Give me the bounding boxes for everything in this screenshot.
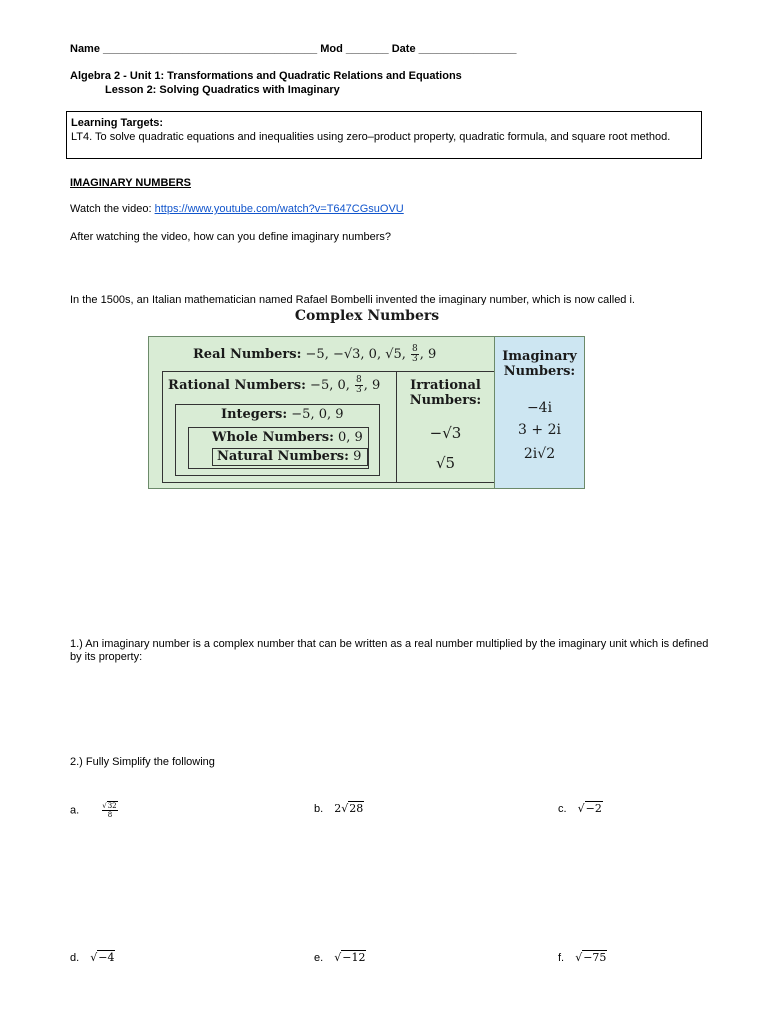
course-title: Algebra 2 - Unit 1: Transformations and Quadratic Relations and Equations	[70, 70, 462, 82]
problem-c	[558, 802, 603, 815]
problem-e	[314, 951, 366, 964]
integers-values: −5, 0, 9	[291, 407, 344, 422]
rational-frac: $\frac{8}{3}$	[356, 375, 362, 395]
imaginary-value: 3 + 2i	[518, 422, 561, 438]
learning-targets-title: Learning Targets:	[71, 117, 164, 129]
imaginary-value: 2i√2	[523, 446, 556, 462]
question-1: 1.) An imaginary number is a complex number that can be written as a real number multiplied by the imaginary unit which is defined by its property:	[70, 638, 709, 663]
irrational-numbers-region	[396, 371, 495, 483]
problem-b-expression: 2√28	[334, 802, 364, 815]
integers-row	[221, 407, 344, 422]
define-question: After watching the video, how can you define imaginary numbers?	[70, 231, 392, 243]
rational-numbers-values: −5, 0,	[310, 378, 350, 393]
problem-letter: b.	[314, 803, 324, 815]
whole-numbers-label: Whole Numbers:	[212, 430, 334, 445]
real-numbers-region	[148, 336, 495, 489]
question-2: 2.) Fully Simplify the following	[70, 756, 215, 768]
imaginary-numbers-heading	[495, 349, 584, 379]
problem-e-expression: √−12	[334, 951, 366, 964]
problem-b	[314, 802, 364, 815]
irrational-value: √5	[435, 454, 456, 472]
complex-numbers-diagram	[148, 308, 586, 490]
problem-d-expression: √−4	[90, 951, 115, 964]
problem-letter: d.	[70, 952, 80, 964]
irrational-label-2: Numbers:	[409, 393, 482, 408]
integers-label: Integers:	[221, 407, 288, 422]
video-line	[70, 203, 404, 215]
problem-d	[70, 951, 115, 964]
natural-numbers-row	[217, 449, 361, 464]
problem-letter: a.	[70, 804, 80, 817]
imaginary-value: −4i	[526, 400, 553, 416]
problem-c-expression: √−2	[577, 802, 602, 815]
problem-letter: f.	[558, 952, 565, 964]
natural-numbers-label: Natural Numbers:	[217, 449, 349, 464]
imaginary-label-1: Imaginary	[502, 349, 577, 364]
video-prefix: Watch the video:	[70, 203, 155, 215]
real-numbers-values: −5, −√3, 0, √5,	[305, 347, 406, 362]
rational-numbers-region	[162, 371, 397, 483]
learning-targets-text: LT4. To solve quadratic equations and inequalities using zero–product property, quadratic formula, and square root method.	[71, 131, 671, 143]
learning-targets-box	[66, 111, 702, 159]
irrational-value: −√3	[429, 424, 462, 442]
integers-region	[175, 404, 380, 476]
natural-numbers-region	[212, 448, 368, 466]
video-link[interactable]: https://www.youtube.com/watch?v=T647CGsuOVU	[154, 203, 404, 215]
rational-numbers-row	[168, 376, 380, 395]
problem-letter: e.	[314, 952, 324, 964]
whole-numbers-row	[212, 430, 363, 445]
imaginary-numbers-region	[494, 336, 585, 489]
problem-letter: c.	[558, 803, 567, 815]
whole-numbers-region	[188, 427, 369, 469]
lesson-title: Lesson 2: Solving Quadratics with Imaginary	[105, 84, 340, 96]
diagram-title: Complex Numbers	[294, 308, 440, 324]
rational-numbers-label: Rational Numbers:	[168, 378, 306, 393]
problem-a	[70, 802, 118, 819]
problem-a-fraction: $\frac{√32}{8}$	[102, 802, 117, 819]
real-numbers-tail: , 9	[419, 347, 437, 362]
natural-numbers-values: 9	[353, 449, 362, 464]
imaginary-label-2: Numbers:	[503, 364, 576, 379]
real-numbers-label: Real Numbers:	[193, 347, 302, 362]
rational-numbers-tail: , 9	[363, 378, 381, 393]
irrational-label-1: Irrational	[410, 378, 481, 393]
name-mod-date-line: Name ___________________________________ Mod _______ Date ________________	[70, 43, 517, 55]
real-frac: $\frac{8}{3}$	[412, 344, 418, 364]
history-text: In the 1500s, an Italian mathematician named Rafael Bombelli invented the imaginary number, which is now called i.	[70, 294, 635, 305]
problem-f-expression: √−75	[575, 951, 607, 964]
section-heading: IMAGINARY NUMBERS	[70, 177, 192, 189]
problem-f	[558, 951, 607, 964]
real-numbers-row	[193, 345, 436, 364]
irrational-numbers-heading	[397, 378, 494, 408]
whole-numbers-values: 0, 9	[338, 430, 363, 445]
